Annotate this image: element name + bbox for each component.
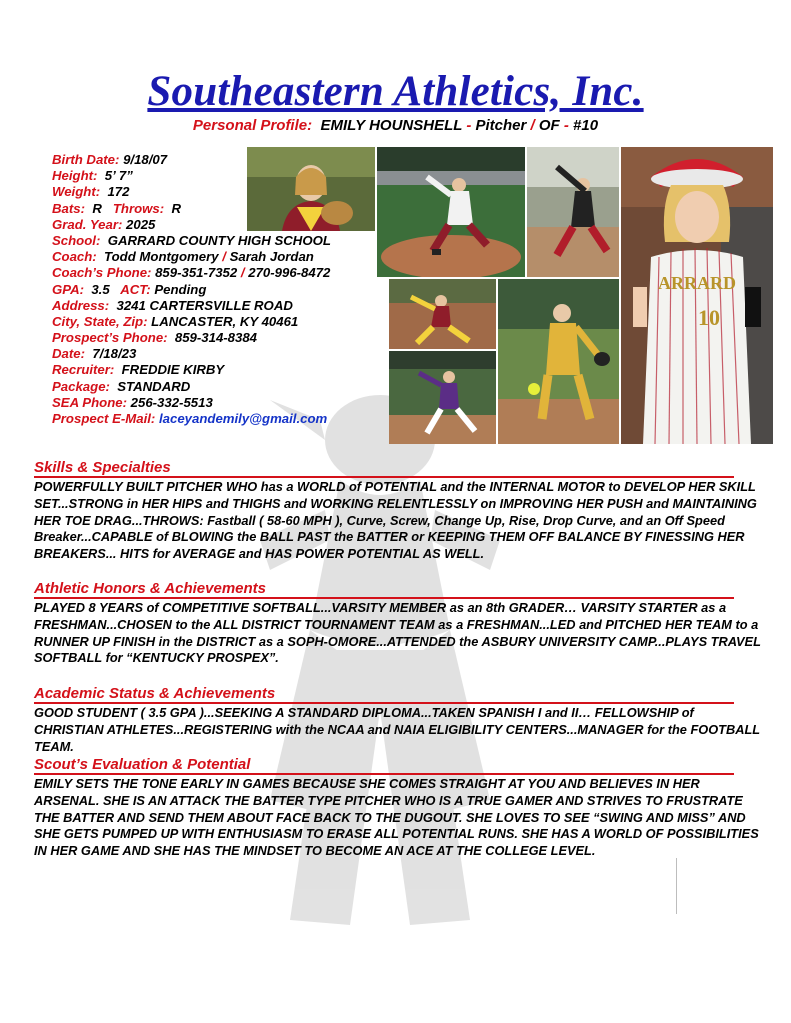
school-value: GARRARD COUNTY HIGH SCHOOL xyxy=(107,232,331,248)
coach-phone-1: 859-351-7352 xyxy=(155,265,238,281)
skills-heading: Skills & Specialties xyxy=(34,459,734,478)
date-value: 7/18/23 xyxy=(92,346,137,362)
sea-phone-label: SEA Phone: xyxy=(52,394,127,410)
skills-body: POWERFULLY BUILT PITCHER WHO has a WORLD of POTENTIAL and the INTERNAL MOTOR to DEVELOP HER SKILL SET...STRONG in HER HIPS and THIGHS and WORKING RELENTLESSLY on IMPROVING HER PUSH and MAINTAINING HER TOE DRAG...THROWS: Fastball ( 58-60 MPH ), Curve, Screw, Change Up, Rise, Drop Curve, and an Off Speed Breaker...CAPABLE of BLOWING the BALL PAST the BATTER or KEEPING THEM OFF BALANCE BY FINESSING HER BREAKERS... HITS for AVERAGE and HAS POWER POTENTIAL AS WELL. xyxy=(34,479,757,562)
address-label: Address: xyxy=(52,297,110,313)
academic-body: GOOD STUDENT ( 3.5 GPA )...SEEKING A STANDARD DIPLOMA...TAKEN SPANISH I and II… FELLOWSHIP of CHRISTIAN ATHLETES...REGISTERING with the NCAA and NAIA ELIGIBILITY CENTERS...MANAGER for the FOOTBALL TEAM. xyxy=(34,705,760,754)
weight-value: 172 xyxy=(107,184,130,200)
recruiter-label: Recruiter: xyxy=(52,362,115,378)
divider-line xyxy=(676,858,677,914)
subtitle-dash: - xyxy=(466,117,472,134)
scout-heading: Scout’s Evaluation & Potential xyxy=(34,756,734,775)
coach-phone-separator: / xyxy=(240,265,245,281)
bats-value: R xyxy=(92,200,102,216)
subtitle-slash: / xyxy=(530,117,535,134)
photo-pitching-windup xyxy=(527,147,619,277)
throws-value: R xyxy=(171,200,181,216)
birth-date-label: Birth Date: xyxy=(52,152,120,167)
height-value: 5’ 7” xyxy=(104,168,133,184)
date-label: Date: xyxy=(52,346,85,362)
coach-phone-label: Coach’s Phone: xyxy=(52,265,152,281)
grad-year-label: Grad. Year: xyxy=(52,216,123,232)
bats-label: Bats: xyxy=(52,200,85,216)
jersey-number-graphic: 10 xyxy=(698,305,720,330)
package-label: Package: xyxy=(52,378,110,394)
gpa-value: 3.5 xyxy=(91,281,110,297)
email-label: Prospect E-Mail: xyxy=(52,411,156,426)
city-label: City, State, Zip: xyxy=(52,313,148,329)
recruiter-value: FREDDIE KIRBY xyxy=(121,362,225,378)
position-primary: Pitcher xyxy=(475,117,527,134)
scout-body: EMILY SETS THE TONE EARLY IN GAMES BECAUSE SHE COMES STRAIGHT AT YOU AND BELIEVES IN HER ARSENAL. SHE IS AN ATTACK THE BATTER TYPE PITCHER WHO IS A TRUE GAMER AND STRIVES TO FRUSTRATE THE BATTER AND SEND THEM ABOUT FACE BACK TO THE DUGOUT. SHE LOVES TO SEE “SWING AND MISS” AND SHE GETS PUMPED UP WITH ENTHUSIASM TO ERASE ALL POTENTIAL RUNS. SHE HAS A WORLD OF POSSIBILITIES IN HER GAME AND SHE HAS THE MINDSET TO BECOME AN ACE AT THE COLLEGE LEVEL. xyxy=(34,776,759,859)
school-label: School: xyxy=(52,232,101,248)
scout-section xyxy=(34,756,764,860)
position-secondary: OF xyxy=(538,117,560,134)
throws-label: Throws: xyxy=(112,200,165,216)
photo-pitching-purple-uniform xyxy=(389,351,496,444)
subtitle-dash: - xyxy=(563,117,569,134)
jersey-number: #10 xyxy=(573,117,599,134)
photo-portrait-red-hat xyxy=(621,147,773,444)
profile-label: Personal Profile: xyxy=(192,117,313,134)
coach-label: Coach: xyxy=(52,249,97,265)
gpa-label: GPA: xyxy=(52,281,84,297)
page-title: Southeastern Athletics, Inc. xyxy=(147,68,644,115)
prospect-phone-value: 859-314-8384 xyxy=(174,330,258,346)
jersey-lettering: ARRARD xyxy=(658,273,736,293)
coach-value-1: Todd Montgomery xyxy=(104,249,219,265)
height-label: Height: xyxy=(52,168,98,184)
package-value: STANDARD xyxy=(117,378,191,394)
photo-pitching-release xyxy=(389,279,496,349)
profile-subtitle xyxy=(0,117,791,135)
skills-section xyxy=(34,459,764,563)
honors-heading: Athletic Honors & Achievements xyxy=(34,580,734,599)
prospect-phone-label: Prospect’s Phone: xyxy=(52,330,168,346)
photo-pitching-gold-uniform xyxy=(498,279,619,444)
honors-body: PLAYED 8 YEARS of COMPETITIVE SOFTBALL...VARSITY MEMBER as an 8th GRADER… VARSITY STARTER as a FRESHMAN...CHOSEN to the ALL DISTRICT TOURNAMENT TEAM as a FRESHMAN...LED and PITCHED HER TEAM to a RUNNER UP FINISH in the DISTRICT as a SOPH-OMORE...ATTENDED the ASBURY UNIVERSITY CAMP...PLAYS TRAVEL SOFTBALL for “KENTUCKY PROSPEX”. xyxy=(34,600,761,666)
photo-pitching-field xyxy=(377,147,525,277)
profile-info xyxy=(52,152,392,427)
coach-value-2: Sarah Jordan xyxy=(229,249,314,265)
athlete-name: EMILY HOUNSHELL xyxy=(320,117,463,134)
grad-year-value: 2025 xyxy=(126,216,156,232)
act-label: ACT: xyxy=(120,281,151,297)
academic-heading: Academic Status & Achievements xyxy=(34,685,734,704)
sea-phone-value: 256-332-5513 xyxy=(130,394,213,410)
honors-section xyxy=(34,580,764,667)
email-value[interactable]: laceyandemily@gmail.com xyxy=(159,411,328,426)
coach-separator: / xyxy=(222,249,226,265)
address-value: 3241 CARTERSVILLE ROAD xyxy=(116,297,293,313)
academic-section xyxy=(34,685,764,755)
coach-phone-2: 270-996-8472 xyxy=(248,265,331,281)
birth-date-value: 9/18/07 xyxy=(123,152,168,167)
weight-label: Weight: xyxy=(52,184,101,200)
city-value: LANCASTER, KY 40461 xyxy=(151,313,299,329)
act-value: Pending xyxy=(154,281,207,297)
